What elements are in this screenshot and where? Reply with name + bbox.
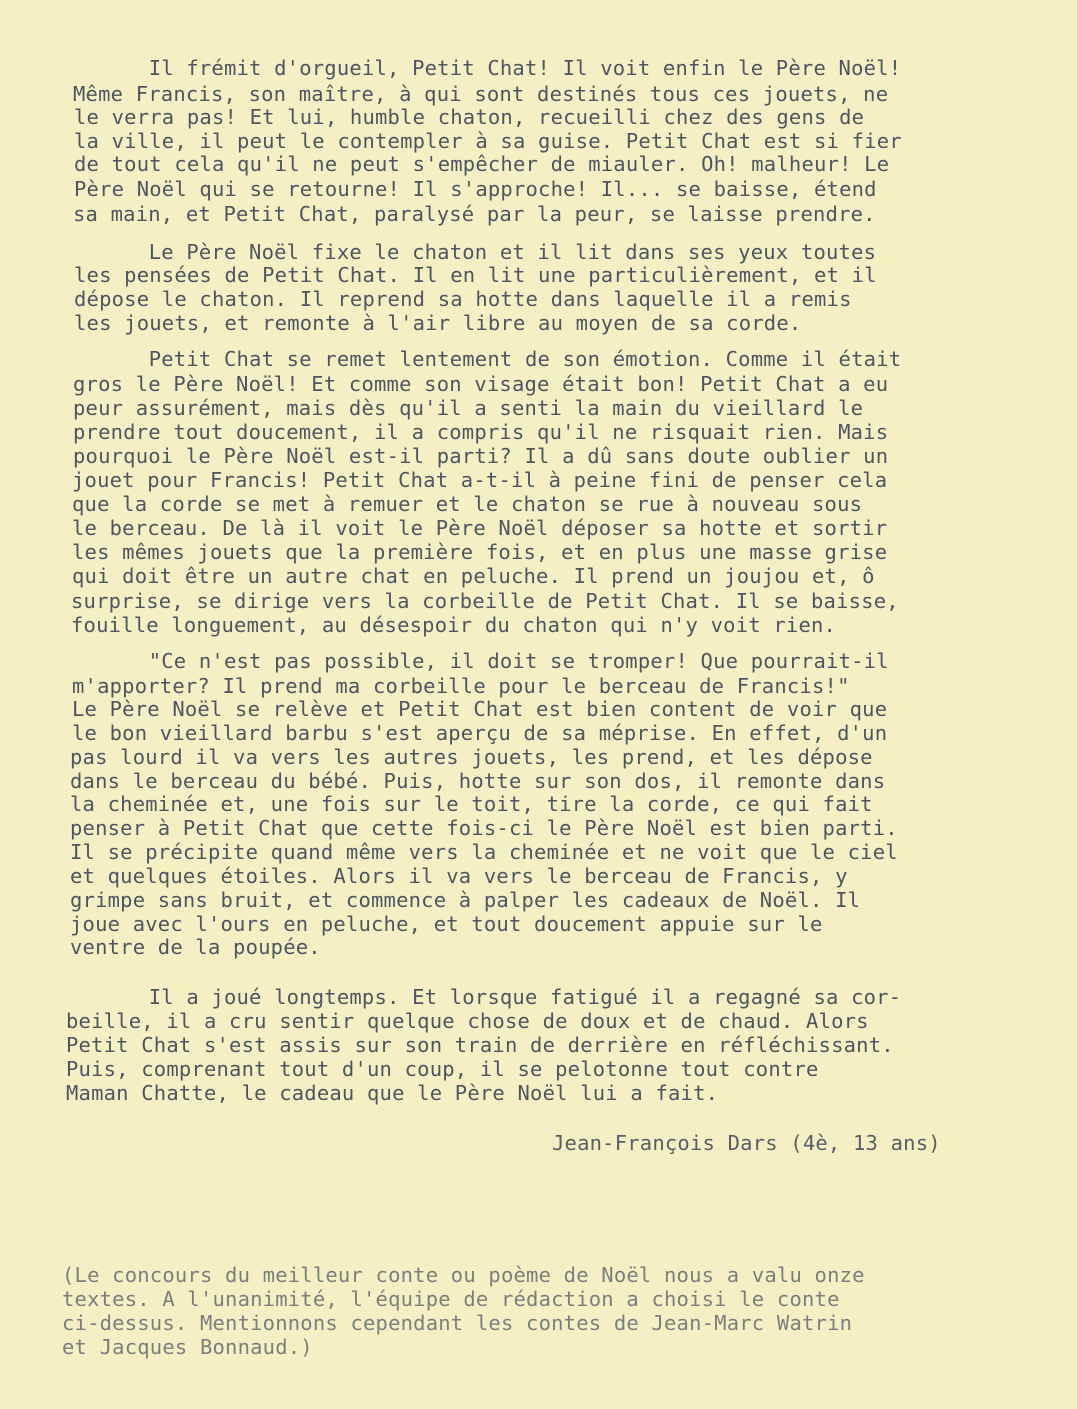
text-line: que la corde se met à remuer et le chaton se rue à nouveau sous <box>72 492 863 516</box>
text-line: grimpe sans bruit, et commence à palper les cadeaux de Noël. Il <box>70 888 861 912</box>
text-line: Il se précipite quand même vers la cheminée et ne voit que le ciel <box>70 840 898 864</box>
text-line: jouet pour Francis! Petit Chat a-t-il à peine fini de penser cela <box>72 468 888 492</box>
text-line: sa main, et Petit Chat, paralysé par la peur, se laisse prendre. <box>73 202 876 226</box>
note-line: textes. A l'unanimité, l'équipe de rédaction a choisi le conte <box>62 1287 840 1311</box>
text-line: Puis, comprenant tout d'un coup, il se pelotonne tout contre <box>66 1057 819 1081</box>
text-line: Il frémit d'orgueil, Petit Chat! Il voit enfin le Père Noël! <box>86 56 902 80</box>
text-line: pas lourd il va vers les autres jouets, les prend, et les dépose <box>70 745 873 769</box>
text-line: et quelques étoiles. Alors il va vers le berceau de Francis, y <box>70 864 848 888</box>
author-signature: Jean-François Dars (4è, 13 ans) <box>552 1131 941 1155</box>
text-line: les mêmes jouets que la première fois, et en plus une masse grise <box>72 540 888 564</box>
text-line: penser à Petit Chat que cette fois-ci le Père Noël est bien parti. <box>70 816 898 840</box>
text-line: m'apporter? Il prend ma corbeille pour le berceau de Francis!" <box>72 674 850 698</box>
text-line: Petit Chat s'est assis sur son train de derrière en réfléchissant. <box>66 1033 894 1057</box>
text-line: beille, il a cru sentir quelque chose de doux et de chaud. Alors <box>66 1009 869 1033</box>
text-line: dans le berceau du bébé. Puis, hotte sur son dos, il remonte dans <box>70 769 886 793</box>
text-line: ventre de la poupée. <box>70 935 321 959</box>
text-line: Maman Chatte, le cadeau que le Père Noël lui a fait. <box>66 1081 719 1105</box>
text-line: peur assurément, mais dès qu'il a senti la main du vieillard le <box>73 396 864 420</box>
note-line: (Le concours du meilleur conte ou poème de Noël nous a valu onze <box>62 1263 865 1287</box>
text-line: qui doit être un autre chat en peluche. Il prend un joujou et, ô <box>72 564 875 588</box>
text-line: la cheminée et, une fois sur le toit, tire la corde, ce qui fait <box>70 792 873 816</box>
text-line: joue avec l'ours en peluche, et tout doucement appuie sur le <box>70 912 823 936</box>
text-line: pourquoi le Père Noël est-il parti? Il a dû sans doute oublier un <box>73 444 889 468</box>
text-line: prendre tout doucement, il a compris qu'il ne risquait rien. Mais <box>73 420 889 444</box>
text-line: surprise, se dirige vers la corbeille de Petit Chat. Il se baisse, <box>71 589 899 613</box>
note-line: ci-dessus. Mentionnons cependant les contes de Jean-Marc Watrin <box>62 1311 853 1335</box>
note-line: et Jacques Bonnaud.) <box>62 1335 313 1359</box>
text-line: gros le Père Noël! Et comme son visage était bon! Petit Chat a eu <box>73 372 889 396</box>
text-line: "Ce n'est pas possible, il doit se tromper! Que pourrait-il <box>86 649 889 673</box>
text-line: Père Noël qui se retourne! Il s'approche! Il... se baisse, étend <box>74 177 877 201</box>
text-line: le bon vieillard barbu s'est aperçu de sa méprise. En effet, d'un <box>72 721 888 745</box>
text-line: Petit Chat se remet lentement de son émotion. Comme il était <box>86 347 902 371</box>
text-line: dépose le chaton. Il reprend sa hotte dans laquelle il a remis <box>74 287 852 311</box>
text-line: Le Père Noël se relève et Petit Chat est bien content de voir que <box>72 697 888 721</box>
text-line: le berceau. De là il voit le Père Noël déposer sa hotte et sortir <box>72 516 888 540</box>
text-line: les pensées de Petit Chat. Il en lit une particulièrement, et il <box>74 263 877 287</box>
text-line: les jouets, et remonte à l'air libre au moyen de sa corde. <box>74 311 802 335</box>
text-line: Le Père Noël fixe le chaton et il lit dans ses yeux toutes <box>86 240 877 264</box>
text-line: la ville, il peut le contempler à sa guise. Petit Chat est si fier <box>74 129 902 153</box>
text-line: Même Francis, son maître, à qui sont destinés tous ces jouets, ne <box>73 82 889 106</box>
text-line: de tout cela qu'il ne peut s'empêcher de miauler. Oh! malheur! Le <box>74 152 890 176</box>
text-line: Il a joué longtemps. Et lorsque fatigué il a regagné sa cor- <box>86 985 902 1009</box>
text-line: le verra pas! Et lui, humble chaton, recueilli chez des gens de <box>74 105 865 129</box>
text-line: fouille longuement, au désespoir du chaton qui n'y voit rien. <box>71 613 837 637</box>
